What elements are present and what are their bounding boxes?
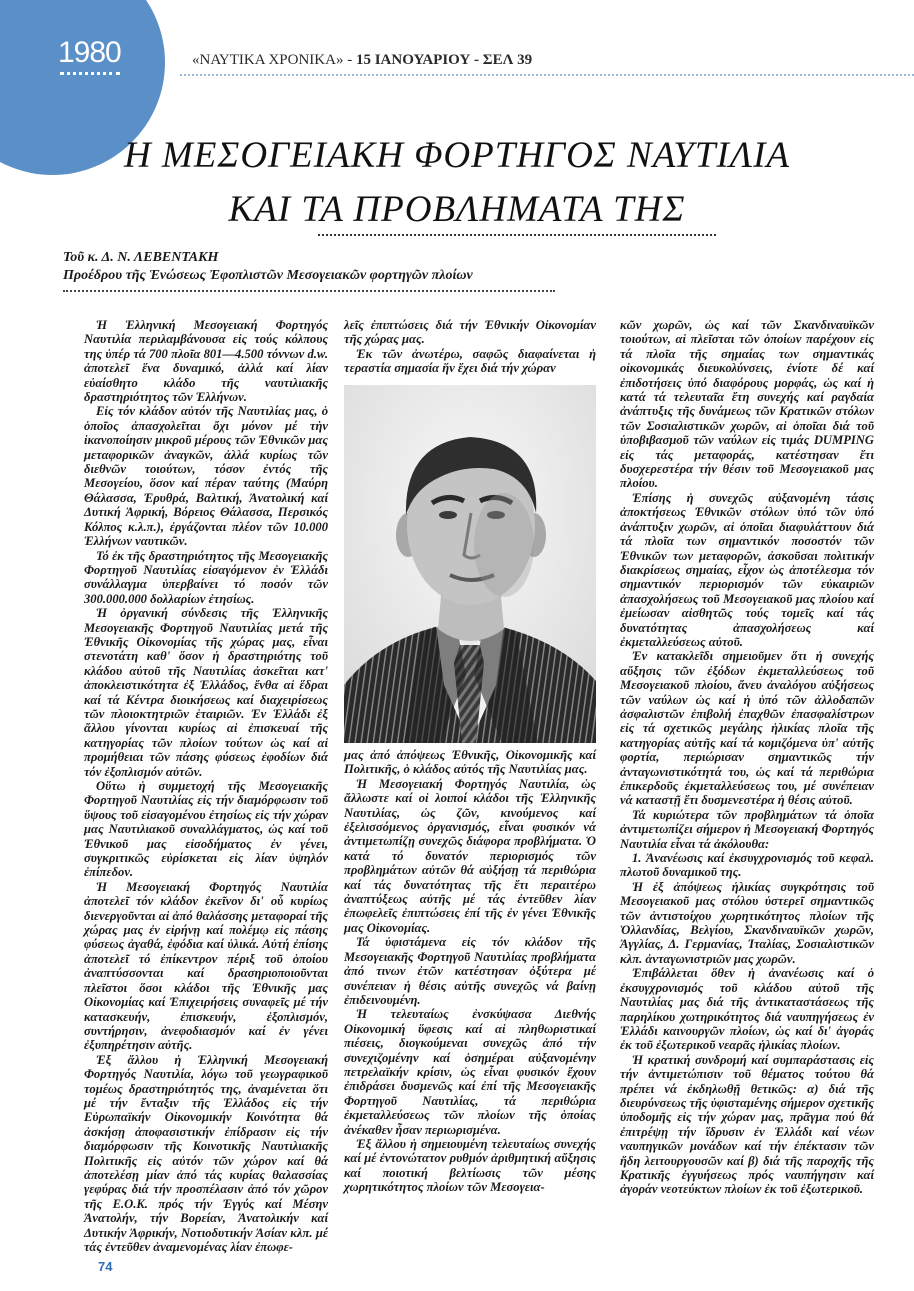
paragraph: λεῖς ἐπιπτώσεις διά τήν Ἐθνικήν Οἰκονομίαν τῆς χώρας μας. (344, 318, 596, 347)
year-dots-divider (60, 72, 120, 75)
paragraph: Ἐκ τῶν ἀνωτέρω, σαφῶς διαφαίνεται ἡ τεραστία σημασία ἥν ἔχει διά τήν χώραν (344, 346, 596, 376)
article-column-1 (84, 318, 328, 1254)
article-column-2-bottom (344, 748, 596, 1195)
paragraph: Ἡ Μεσογειακή Φορτηγός Ναυτιλία ἀποτελεῖ τόν κλάδον ἐκεῖνον δι' οὗ κυρίως διενεργοῦνται αἱ ἀπό θαλάσσης μεταφοραί τῆς χώρας μας ἐν εἰρήνῃ καί πολέμῳ εἰς πάσης φύσεως ἀγαθά, ἐφόδια καί ὑλικά. Αὐτή ἐπίσης ἀποτελεῖ τό ἐπίκεντρον πέριξ τοῦ ὁποίου ἀναπτύσσονται καί δρασηριοποιοῦνται πλεῖστοι ὅσοι κλάδοι τῆς Ἐθνικῆς μας Οἰκονομίας καί Ἐπιχειρήσεις συναφεῖς μέ τήν κατασκευήν, ἐπισκευήν, ἐξοπλισμόν, συντήρησιν, ἀνεφοδιασμόν καί ἐν γένει ἐξυπηρέτησιν αὐτῆς. (84, 879, 328, 1053)
running-head-publication: «ΝΑΥΤΙΚΑ ΧΡΟΝΙΚΑ» - (192, 52, 356, 68)
paragraph: κῶν χωρῶν, ὡς καί τῶν Σκανδιναυϊκῶν τοιούτων, αἱ πλεῖσται τῶν ὁποίων παρέχουν εἰς τά πλοῖα τῆς σημαίας των σημαντικάς οἰκονομικάς διευκολύνσεις, ἐνίοτε δέ καί ἐπιδοτήσεις ὑπό διαφόρους μορφάς, ὡς καί ἡ κατά τά τελευταῖα ἔτη συνεχής καί ραγδαία ἀνάπτυξις τῆς δυνάμεως τῶν Κρατικῶν στόλων τῶν Σοσιαλιστικῶν χωρῶν, αἱ ὁποῖαι διά τοῦ ὑποβιβασμοῦ τῶν ναύλων εἰς τιμάς DUMPING εἰς τάς μεταφοράς, κατέστησαν ἔτι δυσχερεστέρα τήν θέσιν τοῦ Μεσογειακοῦ μας πλοίου. (620, 318, 874, 491)
paragraph: Ἡ κρατική συνδρομή καί συμπαράστασις εἰς τήν ἀντιμετώπισιν τοῦ θέματος τούτου θά πρέπει νά ἐκδηλωθῇ θετικῶς: α) διά τῆς διευρύνσεως τῆς ὑφισταμένης σήμερον σχετικῆς ὑποδομῆς εἰς τήν χώραν μας, πρᾶγμα πού θά ἐπιτρέψῃ τήν ἵδρυσιν ἐν Ἑλλάδι καί νέων ναυπηγικῶν μονάδων καί τήν ἐπέκτασιν τῶν ἤδη λειτουργουσῶν καί β) διά τῆς παροχῆς τῆς Κρατικῆς ἐγγυήσεως πρός ναυπήγησιν καί ἀγοράν νεοτεύκτων πλοίων ἐκ τοῦ ἐξωτερικοῦ. (620, 1052, 874, 1197)
paragraph: Ἐπίσης ἡ συνεχῶς αὐξανομένη τάσις ἀποκτήσεως Ἐθνικῶν στόλων ὑπό τῶν ὑπό ἀνάπτυξιν χωρῶν, αἱ ὁποῖαι διαφυλάττουν διά τά πλοῖα των σημαντικόν ποσοστόν τῶν Ἐθνικῶν των μεταφορῶν, ἀσκοῦσαι πολιτικήν διακρίσεως σημαίας, εἶχον ὡς ἀποτέλεσμα τόν σημαντικόν περιορισμόν τῶν εὐκαιριῶν ἀπασχολήσεως τοῦ Μεσογειακοῦ μας πλοίου καί ἐμείωσαν αἰσθητῶς τούς τομεῖς καί τάς δυνατότητας ἀπασχολήσεως καί ἐκμεταλλεύσεως αὐτοῦ. (620, 490, 874, 649)
article-column-2-top (344, 318, 596, 376)
header-divider (180, 74, 914, 76)
byline-divider (63, 290, 555, 292)
paragraph: Ἐξ ἄλλου ἡ σημειουμένη τελευταίως συνεχής καί μέ ἐντονώτατον ρυθμόν ἀριθμητική αὔξησις καί ποιοτική βελτίωσις τῶν μέσης χωρητικότητος πλοίων τῶν Μεσογεια- (344, 1136, 596, 1195)
paragraph: Ἡ τελευταίως ἐνσκύψασα Διεθνής Οἰκονομική ὕφεσις καί αἱ πληθωριστικαί πιέσεις, διογκούμεναι συνεχῶς ἀπό τήν συνεχιζομένην καί ὁσημέραι αὐξανομένην πετρελαϊκήν κρίσιν, ὡς εἶναι φυσικόν ἔχουν ἐπιδράσει δυσμενῶς καί ἐπί τῆς Μεσογειακῆς Φορτηγοῦ Ναυτιλίας, τά περιθώρια ἐκμεταλλεύσεως τῶν πλοίων τῆς ὁποίας ἀνέκαθεν ἦσαν περιωρισμένα. (344, 1007, 596, 1137)
paragraph: Ἐξ ἄλλου ἡ Ἑλληνική Μεσογειακή Φορτηγός Ναυτιλία, λόγω τοῦ γεωγραφικοῦ τομέως δραστηριότητός της, ἀναμένεται ὅτι μέ τήν ἔνταξιν τῆς Ἑλλάδος εἰς τήν Εὐρωπαϊκήν Οἰκονομικήν Κοινότητα θά ἀσκήσῃ ἀποφασιστικήν ἐπίδρασιν εἰς τήν διαμόρφωσιν τῆς Κοινοτικῆς Ναυτιλιακῆς Πολιτικῆς εἰς αὐτόν τῶν χώρον καί θά ἀποτελέσῃ μίαν ἀπό τάς κυρίας θαλασσίας γεφύρας διά τήν προσπέλασιν ἀπό τόν χῶρον τῆς Ε.Ο.Κ. πρός τήν Ἐγγύς καί Μέσην Ἀνατολήν, τήν Βορείαν, Ἀνατολικήν καί Δυτικήν Ἀφρικήν, Νοτιοδυτικήν Ἀσίαν κλπ. μέ τάς ἐντεῦθεν ἀναμενομένας λίαν ἐπωφε- (84, 1052, 328, 1254)
paragraph: Τά κυριώτερα τῶν προβλημάτων τά ὁποῖα ἀντιμετωπίζει σήμερον ἡ Μεσογειακή Φορτηγός Ναυτιλία εἶναι τά ἀκόλουθα: (620, 807, 874, 851)
year-label: 1980 (58, 36, 121, 69)
article-title-line1: Η ΜΕΣΟΓΕΙΑΚΗ ΦΟΡΤΗΓΟΣ ΝΑΥΤΙΛΙΑ (123, 135, 791, 176)
article-title-line2: ΚΑΙ ΤΑ ΠΡΟΒΛΗΜΑΤΑ ΤΗΣ (228, 189, 686, 230)
paragraph: Ἡ ὀργανική σύνδεσις τῆς Ἑλληνικῆς Μεσογειακῆς Φορτηγοῦ Ναυτιλίας μετά τῆς Ἐθνικῆς Οἰκονομίας τῆς χώρας μας, εἶναι στενοτάτη καθ' ὅσον ἡ δραστηριότης τοῦ κλάδου αὐτοῦ τῆς Ναυτιλίας ἀσκεῖται κατ' ἀποκλειστικότητα ἐξ Ἑλλάδος, ἔνθα αἱ ἕδραι καί τά Κέντρα διοικήσεως καί διαχειρίσεως τῶν πλοιοκτητριῶν ἑταιριῶν. Ἐν Ἑλλάδι ἐξ ἄλλου γίνονται κυρίως αἱ ἐπισκευαί τῆς κατηγορίας τῶν πλοίων τούτων ὡς καί αἱ προμήθειαι τῶν πάσης φύσεως ἐφοδίων διά τόν ἐξοπλισμόν αὐτῶν. (84, 606, 328, 779)
running-head (192, 52, 532, 69)
author-portrait (344, 385, 596, 743)
paragraph: Ἐπιβάλλεται ὅθεν ἡ ἀνανέωσις καί ὁ ἐκσυγχρονισμός τοῦ κλάδου αὐτοῦ τῆς Ναυτιλίας μας διά τῆς ἀντικαταστάσεως τῆς παρηλίκου χωτηρικότητος διά ναυπηγήσεως ἐν Ἑλλάδι καινουργῶν πλοίων, ὡς καί δι' ἀγοράς ἐκ τοῦ ἐξωτερικοῦ νεαρᾶς ἡλικίας πλοίων. (620, 966, 874, 1053)
byline-author: Τοῦ κ. Δ. Ν. ΛΕΒΕΝΤΑΚΗ (63, 250, 219, 265)
paragraph: Οὕτω ἡ συμμετοχή τῆς Μεσογειακῆς Φορτηγοῦ Ναυτιλίας εἰς τήν διαμόρφωσιν τοῦ ὕψους τοῦ εἰσαγομένου ἐτησίως εἰς τήν χώραν μας Ναυτιλιακοῦ συναλλάγματος, ὡς καί τοῦ Ἐθνικοῦ μας εἰσοδήματος ἐν γένει, συγκριτικῶς εὑρίσκεται εἰς λίαν ὑψηλόν ἐπίπεδον. (84, 779, 328, 880)
paragraph: Ἡ Μεσογειακή Φορτηγός Ναυτιλία, ὡς ἄλλωστε καί οἱ λοιποί κλάδοι τῆς Ἑλληνικῆς Ναυτιλίας, ὡς ζῶν, κινούμενος καί ἐξελισσόμενος ὀργανισμός, εἶναι φυσικόν νά ἀντιμετωπίζῃ συνεχῶς διάφορα προβλήματα. Ὁ κατά τό δυνατόν περιορισμός τῶν προβλημάτων αὐτῶν θά αὐξήσῃ τά περιθώρια καί τάς δυνατότητας τῆς ἔτι περαιτέρω ἀναπτύξεως αὐτῆς μέ τάς ἐντεῦθεν λίαν ἐπωφελεῖς ἐπιπτώσεις ἐπί τῆς ἐν γένει Ἐθνικῆς μας Οἰκονομίας. (344, 776, 596, 935)
article-column-3 (620, 318, 874, 1197)
paragraph: Τό ἐκ τῆς δραστηριότητος τῆς Μεσογειακῆς Φορτηγοῦ Ναυτιλίας εἰσαγόμενον ἐν Ἑλλάδι συνάλλαγμα ὑπερβαίνει τό ποσόν τῶν 300.000.000 δολλαρίων ἐτησίως. (84, 548, 328, 606)
byline-role: Προέδρου τῆς Ἑνώσεως Ἐφοπλιστῶν Μεσογειακῶν φορτηγῶν πλοίων (63, 268, 473, 283)
page-number: 74 (98, 1259, 113, 1274)
paragraph: Ἡ ἐξ ἀπόψεως ἡλικίας συγκρότησις τοῦ Μεσογειακοῦ μας στόλου ὑστερεῖ σημαντικῶς τῶν ἀντιστοίχου χωρητικότητος πλοίων τῆς Ὁλλανδίας, Βελγίου, Σκανδιναυϊκῶν χωρῶν, Ἀγγλίας, Δ. Γερμανίας, Ἰταλίας, Σοσιαλιστικῶν κλπ. ἀνταγωνιστριῶν μας χωρῶν. (620, 879, 874, 966)
paragraph: Ἡ Ἑλληνική Μεσογειακή Φορτηγός Ναυτιλία περιλαμβάνουσα εἰς τούς κόλπους της ὑπέρ τά 700 πλοῖα 801—4.500 τόννων d.w. ἀποτελεῖ ἕνα δυναμικό, ἀλλά καί λίαν εὐαίσθητο κλάδο τῆς ναυτιλιακῆς δραστηριότητος τῶν Ἑλλήνων. (84, 318, 328, 405)
running-head-date-page: 15 ΙΑΝΟΥΑΡΙΟΥ - ΣΕΛ 39 (355, 52, 533, 68)
paragraph: Εἰς τόν κλάδον αὐτόν τῆς Ναυτιλίας μας, ὁ ὁποῖος ἀπασχολεῖται ὄχι μόνον μέ τὴν ἱκανοποίησιν μικροῦ μέρους τῶν Ἐθνικῶν μας μεταφορικῶν ἀναγκῶν, ἀλλά κυρίως τῶν διεθνῶν τοιούτων, τόσον ἐντός τῆς Μεσογείου, ὅσον καί πέραν ταύτης (Μαύρη Θάλασσα, Ἐρυθρά, Βαλτική, Ἀνατολική καί Δυτική Ἀφρική, Βόρειος Θάλασσα, Περσικός Κόλπος κ.λ.π.), ἐργάζονται πλέον τῶν 10.000 Ἑλλήνων ναυτικῶν. (84, 404, 328, 549)
paragraph: Τά ὑφιστάμενα εἰς τόν κλάδον τῆς Μεσογειακῆς Φορτηγοῦ Ναυτιλίας προβλήματα ἀπό τινων ἐτῶν κατέστησαν ὀξύτερα μέ συνέπειαν ἡ θέσις αὐτῆς συνεχῶς νά βαίνῃ ἐπιδεινουμένη. (344, 935, 596, 1007)
paragraph: μας ἀπό ἀπόψεως Ἐθνικῆς, Οἰκονομικῆς καί Πολιτικῆς, ὁ κλάδος αὐτός τῆς Ναυτιλίας μας. (344, 748, 596, 777)
title-underline (318, 234, 716, 236)
section-heading: 1. Ἀνανέωσις καί ἐκσυγχρονισμός τοῦ κεφαλ. πλωτοῦ δυναμικοῦ της. (620, 851, 874, 880)
paragraph: Ἐν κατακλεῖδι σημειοῦμεν ὅτι ἡ συνεχής αὔξησις τῶν ἐξόδων ἐκμεταλλεύσεως τοῦ Μεσογειακοῦ πλοίου, ἄνευ ἀναλόγου αὐξήσεως τῶν ναύλων ὡς καί ἡ ὑπό τῶν ἀλλοδαπῶν ἀσφαλιστῶν ἐπιβολή ἐπαχθῶν ἐπασφαλίστρων εἰς τά σχετικῶς μεγάλης ἡλικίας πλοῖα τῆς κατηγορίας αὐτῆς καί τά κομιζόμενα ὑπ' αὐτῆς φορτία, περιώρισαν σημαντικῶς τήν ἀνταγωνιστικότητά του, ὡς καί τά περιθώρια ἐπικερδοῦς ἐκμεταλλεύσεως του, μέ συνέπειαν νά καταστῇ ἔτι δυσμενεστέρα ἡ θέσις αὐτοῦ. (620, 649, 874, 808)
